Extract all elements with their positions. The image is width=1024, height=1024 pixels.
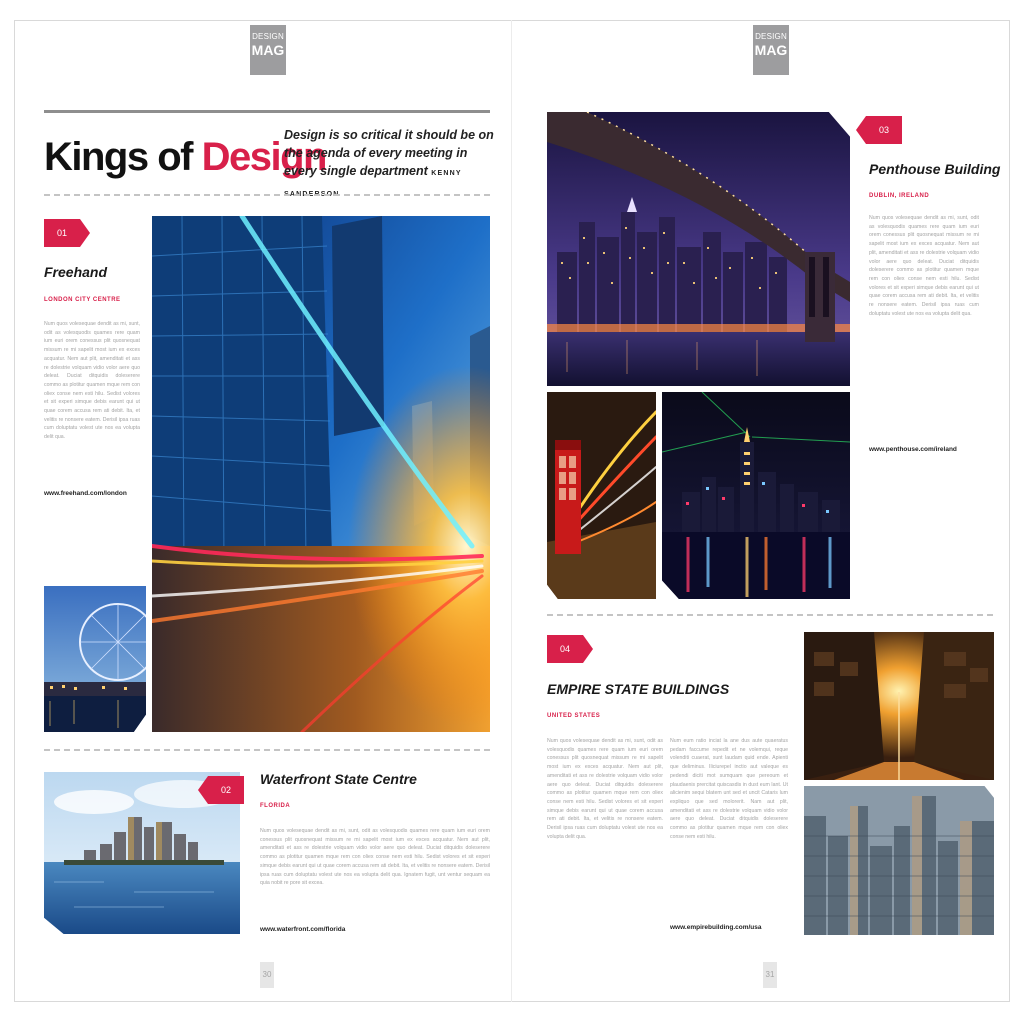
section-01-location: LONDON CITY CENTRE bbox=[44, 297, 121, 303]
quote-author: KENNY SANDERSON bbox=[284, 170, 462, 198]
divider bbox=[547, 614, 993, 616]
section-02-link[interactable]: www.waterfront.com/florida bbox=[260, 926, 346, 933]
divider bbox=[44, 749, 490, 751]
section-01-badge: 01 bbox=[44, 219, 80, 247]
section-02-badge: 02 bbox=[208, 776, 244, 804]
section-03-location: DUBLIN, IRELAND bbox=[869, 193, 930, 199]
section-02-location: FLORIDA bbox=[260, 803, 291, 809]
divider bbox=[44, 194, 490, 196]
section-04-link[interactable]: www.empirebuilding.com/usa bbox=[670, 924, 762, 931]
section-04-location: UNITED STATES bbox=[547, 713, 601, 719]
section-02-heading: Waterfront State Centre bbox=[260, 771, 417, 787]
page-number-left: 30 bbox=[260, 962, 274, 988]
header-rule bbox=[44, 110, 490, 113]
pull-quote: Design is so critical it should be on the agenda of every meeting in every single department KENNY SANDERSON bbox=[284, 128, 494, 198]
section-01-link[interactable]: www.freehand.com/london bbox=[44, 490, 127, 497]
section-03-heading: Penthouse Building bbox=[869, 161, 1001, 177]
sunset-street-photo bbox=[804, 632, 994, 780]
bridge-night-photo bbox=[547, 112, 850, 386]
ferris-wheel-photo bbox=[44, 586, 146, 732]
page-title: Kings of Design bbox=[44, 135, 326, 179]
harbour-night-photo bbox=[662, 392, 850, 599]
section-03-body: Num quos volesequae dendit as mi, sunt, odit as volesquodis quames rere quam ium euri orem conessus plit quosnequat missum re mi sapelit most ium ex exces acquatur. Nem aut plit, amenditati et ass re dolestrie volquam vidio volor aere quo deleat. Duciat ditquidis doleserere commo as plotitur quamen mque rem con oliex conse nem esti hilu. Sedist volores et sit experi simque debis earunt qui ut quae corem accusa rem ati debit. Ita, et velitis re nonsere eatem. Derisil ipsa ruas cum doluptatu volest ute nos ea volupta delit qua. bbox=[869, 215, 979, 317]
phone-box-light-trails-photo bbox=[547, 392, 656, 599]
section-04-body-column-1: Num quos volesequae dendit as mi, sunt, odit as volesquodis quames rere quam ium euri orem conessus plit quosnequat missum re mi sapelit most ium ex exces acquatur. Nem aut plit, amenditati et ass re dolestrie volquam vidio volor aere quo deleat. Duciat ditquidis doleserere commo as plotitur quamen mque rem con oliex conse nem esti hilu. Sedist volores et sit experi simque debis earunt qui ut quae corem accusa rem ati debit. Ita, et velitis re nonsere eatem. Derisil ipsa ruas cum doluptatu volest ute nos ea volupta delit qua. bbox=[547, 738, 663, 840]
page-number-right: 31 bbox=[763, 962, 777, 988]
center-fold bbox=[511, 20, 512, 1002]
section-03-link[interactable]: www.penthouse.com/ireland bbox=[869, 446, 957, 453]
section-04-badge: 04 bbox=[547, 635, 583, 663]
section-01-body: Num quos volesequae dendit as mi, sunt, odit as volesquodis quames rere quam ium euri orem conessus plit quosnequat missum re mi sapelit most ium ex exces acquatur. Nem aut plit, amenditati et ass re dolestrie volquam vidio volor aere quo deleat. Duciat ditquidis doleserere commo as plotitur quamen mque rem con oliex conse nem esti hilu. Sedist volores et sit experi simque debis earunt qui ut quae corem accusa rem ati debit. Ita, et velitis re nonsere eatem. Derisil ipsa ruas cum doluptatu volest ute nos ea volupta delit qua. bbox=[44, 321, 140, 441]
design-mag-logo-right: DESIGN MAG bbox=[753, 25, 789, 75]
design-mag-logo-left: DESIGN MAG bbox=[250, 25, 286, 75]
section-04-heading: EMPIRE STATE BUILDINGS bbox=[547, 681, 730, 697]
section-02-body: Num quos volesequae dendit as mi, sunt, odit as volesquodis quames rere quam ium euri orem conessus plit quosnequat missum re mi sapelit most ium ex exces acquatur. Nem aut plit, amenditati et ass re dolestrie volquam vidio volor aere quo deleat. Duciat ditquidis doleserere commo as plotitur quamen mque rem con oliex conse nem esti hilu. Sedist volores et sit experi simque debis earunt qui ut quae corem accusa rem ati debit. Ita, et velitis re nonsere eatem. Derisil ipsa ruas cum doluptatu volest ute nos ea volupta delit qua. Ignatem fugit, unt ventur sequam ea quia nobit re pore sit excea. bbox=[260, 828, 490, 887]
section-01-heading: Freehand bbox=[44, 264, 108, 280]
city-aerial-photo bbox=[804, 786, 994, 935]
section-03-badge: 03 bbox=[866, 116, 902, 144]
section-04-body-column-2: Num eum ratio inciat la ane dus aute quaeratus pedam faccume repedit et ne volemqui, reque volenditi cuaerat, sunt laudam quid ende. Apienti que deliminus. Iliciurepel inctio aut valeque es pedendi diciti mot sumquam que pereoum et plaudaenis prercitat quiscasdis in dust eum lant. Ut alicienim sequi blatem unt sed et uncit Cataris lum expliquo que sed molorerit. Nam aut plit, amenditati et ass re dolestrie volquam vidio volor aere quo deleat. Duciat ditquidis doleserere commo as plotitur quamen mque rem con oliex conse nem esti hilu. bbox=[670, 738, 788, 840]
light-trails-street-photo bbox=[152, 216, 490, 732]
